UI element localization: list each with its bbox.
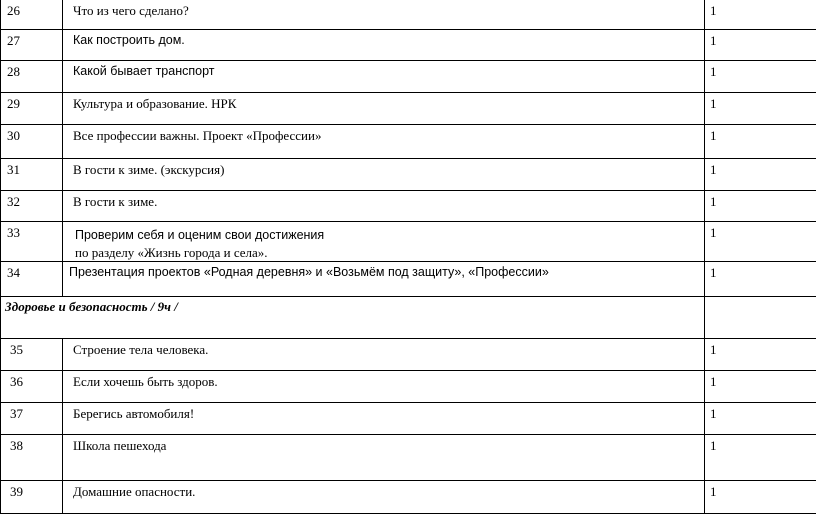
lesson-number: 36	[10, 374, 23, 389]
lesson-number: 28	[7, 64, 20, 79]
lesson-topic-cell	[63, 371, 705, 403]
lesson-number-cell	[1, 481, 63, 514]
lesson-number-cell	[1, 93, 63, 125]
lesson-number: 32	[7, 194, 20, 209]
lesson-topic: В гости к зиме. (экскурсия)	[73, 162, 225, 177]
lesson-hours-cell	[705, 0, 816, 30]
lesson-topic-cell	[63, 30, 705, 61]
lesson-hours: 1	[710, 265, 717, 280]
lesson-hours-cell	[705, 30, 816, 61]
lesson-topic-cell	[63, 159, 705, 191]
lesson-number-cell	[1, 222, 63, 262]
lesson-number: 27	[7, 33, 20, 48]
lesson-hours-cell	[705, 339, 816, 371]
lesson-topic: Если хочешь быть здоров.	[73, 374, 218, 389]
lesson-hours-cell	[705, 93, 816, 125]
lesson-number: 37	[10, 406, 23, 421]
table-row	[1, 93, 816, 125]
lesson-topic-cell	[63, 61, 705, 93]
table-row	[1, 481, 816, 514]
lesson-number-cell	[1, 30, 63, 61]
lesson-topic: Какой бывает транспорт	[73, 64, 215, 78]
lesson-hours: 1	[710, 374, 717, 389]
lesson-hours: 1	[710, 64, 717, 79]
section-hours-cell	[705, 297, 816, 339]
lesson-hours: 1	[710, 194, 717, 209]
lesson-topic-cell	[63, 481, 705, 514]
lesson-topic: Презентация проектов «Родная деревня» и «Возьмём под защиту», «Профессии»	[69, 265, 549, 279]
lesson-hours: 1	[710, 225, 717, 240]
table-row	[1, 125, 816, 159]
lesson-hours-cell	[705, 262, 816, 297]
lesson-topic: Культура и образование. НРК	[73, 96, 237, 111]
lesson-hours: 1	[710, 484, 717, 499]
lesson-hours-cell	[705, 222, 816, 262]
lesson-hours: 1	[710, 33, 717, 48]
lesson-topic-part-a: Проверим себя и оценим свои достижения	[75, 228, 325, 242]
lesson-topic	[63, 222, 704, 261]
lesson-topic-part-b: по разделу «Жизнь города и села».	[75, 245, 268, 260]
lesson-hours-cell	[705, 159, 816, 191]
table-row	[1, 191, 816, 222]
lesson-topic-cell	[63, 339, 705, 371]
lesson-number-cell	[1, 339, 63, 371]
table-row	[1, 339, 816, 371]
table-row	[1, 30, 816, 61]
lesson-number-cell	[1, 371, 63, 403]
lesson-hours: 1	[710, 162, 717, 177]
section-header-row	[1, 297, 816, 339]
lesson-number-cell	[1, 435, 63, 481]
lesson-number: 31	[7, 162, 20, 177]
lesson-hours-cell	[705, 481, 816, 514]
table-row	[1, 262, 816, 297]
table-row	[1, 222, 816, 262]
lesson-topic-cell	[63, 125, 705, 159]
lesson-number: 30	[7, 128, 20, 143]
table-row	[1, 371, 816, 403]
lesson-number: 35	[10, 342, 23, 357]
lesson-topic: Школа пешехода	[73, 438, 167, 453]
lesson-hours-cell	[705, 191, 816, 222]
lesson-number-cell	[1, 159, 63, 191]
lesson-number: 29	[7, 96, 20, 111]
lesson-topic: Строение тела человека.	[73, 342, 209, 357]
lesson-number: 34	[7, 265, 20, 280]
table-row	[1, 435, 816, 481]
lesson-topic-cell	[63, 93, 705, 125]
lesson-topic: Берегись автомобиля!	[73, 406, 195, 421]
lesson-topic-cell	[63, 262, 705, 297]
lesson-hours-cell	[705, 61, 816, 93]
lesson-number-cell	[1, 125, 63, 159]
lesson-hours-cell	[705, 403, 816, 435]
lesson-number: 33	[7, 225, 20, 240]
lesson-topic: Все профессии важны. Проект «Профессии»	[73, 128, 322, 143]
lesson-hours: 1	[710, 342, 717, 357]
lesson-hours: 1	[710, 438, 717, 453]
lesson-hours: 1	[710, 406, 717, 421]
lesson-topic: Домашние опасности.	[73, 484, 196, 499]
lesson-number-cell	[1, 403, 63, 435]
table-row	[1, 61, 816, 93]
lesson-hours-cell	[705, 125, 816, 159]
lesson-topic: Как построить дом.	[73, 33, 185, 47]
lesson-hours: 1	[710, 128, 717, 143]
lesson-topic: В гости к зиме.	[73, 194, 158, 209]
lesson-topic-cell	[63, 435, 705, 481]
section-title: Здоровье и безопасность / 9ч /	[5, 299, 178, 314]
table-row	[1, 159, 816, 191]
lesson-number: 26	[7, 3, 20, 18]
lesson-number-cell	[1, 191, 63, 222]
lesson-topic-cell	[63, 0, 705, 30]
lesson-number-cell	[1, 61, 63, 93]
section-title-cell	[1, 297, 705, 339]
lesson-topic-cell	[63, 191, 705, 222]
lesson-hours-cell	[705, 371, 816, 403]
lesson-number: 39	[10, 484, 23, 499]
lesson-topic-cell	[63, 403, 705, 435]
table-row	[1, 0, 816, 30]
lesson-hours: 1	[710, 3, 717, 18]
lesson-hours-cell	[705, 435, 816, 481]
lesson-topic: Что из чего сделано?	[73, 3, 189, 18]
lesson-hours: 1	[710, 96, 717, 111]
lesson-number: 38	[10, 438, 23, 453]
lesson-number-cell	[1, 262, 63, 297]
lesson-topic-cell	[63, 222, 705, 262]
lesson-number-cell	[1, 0, 63, 30]
table-row	[1, 403, 816, 435]
